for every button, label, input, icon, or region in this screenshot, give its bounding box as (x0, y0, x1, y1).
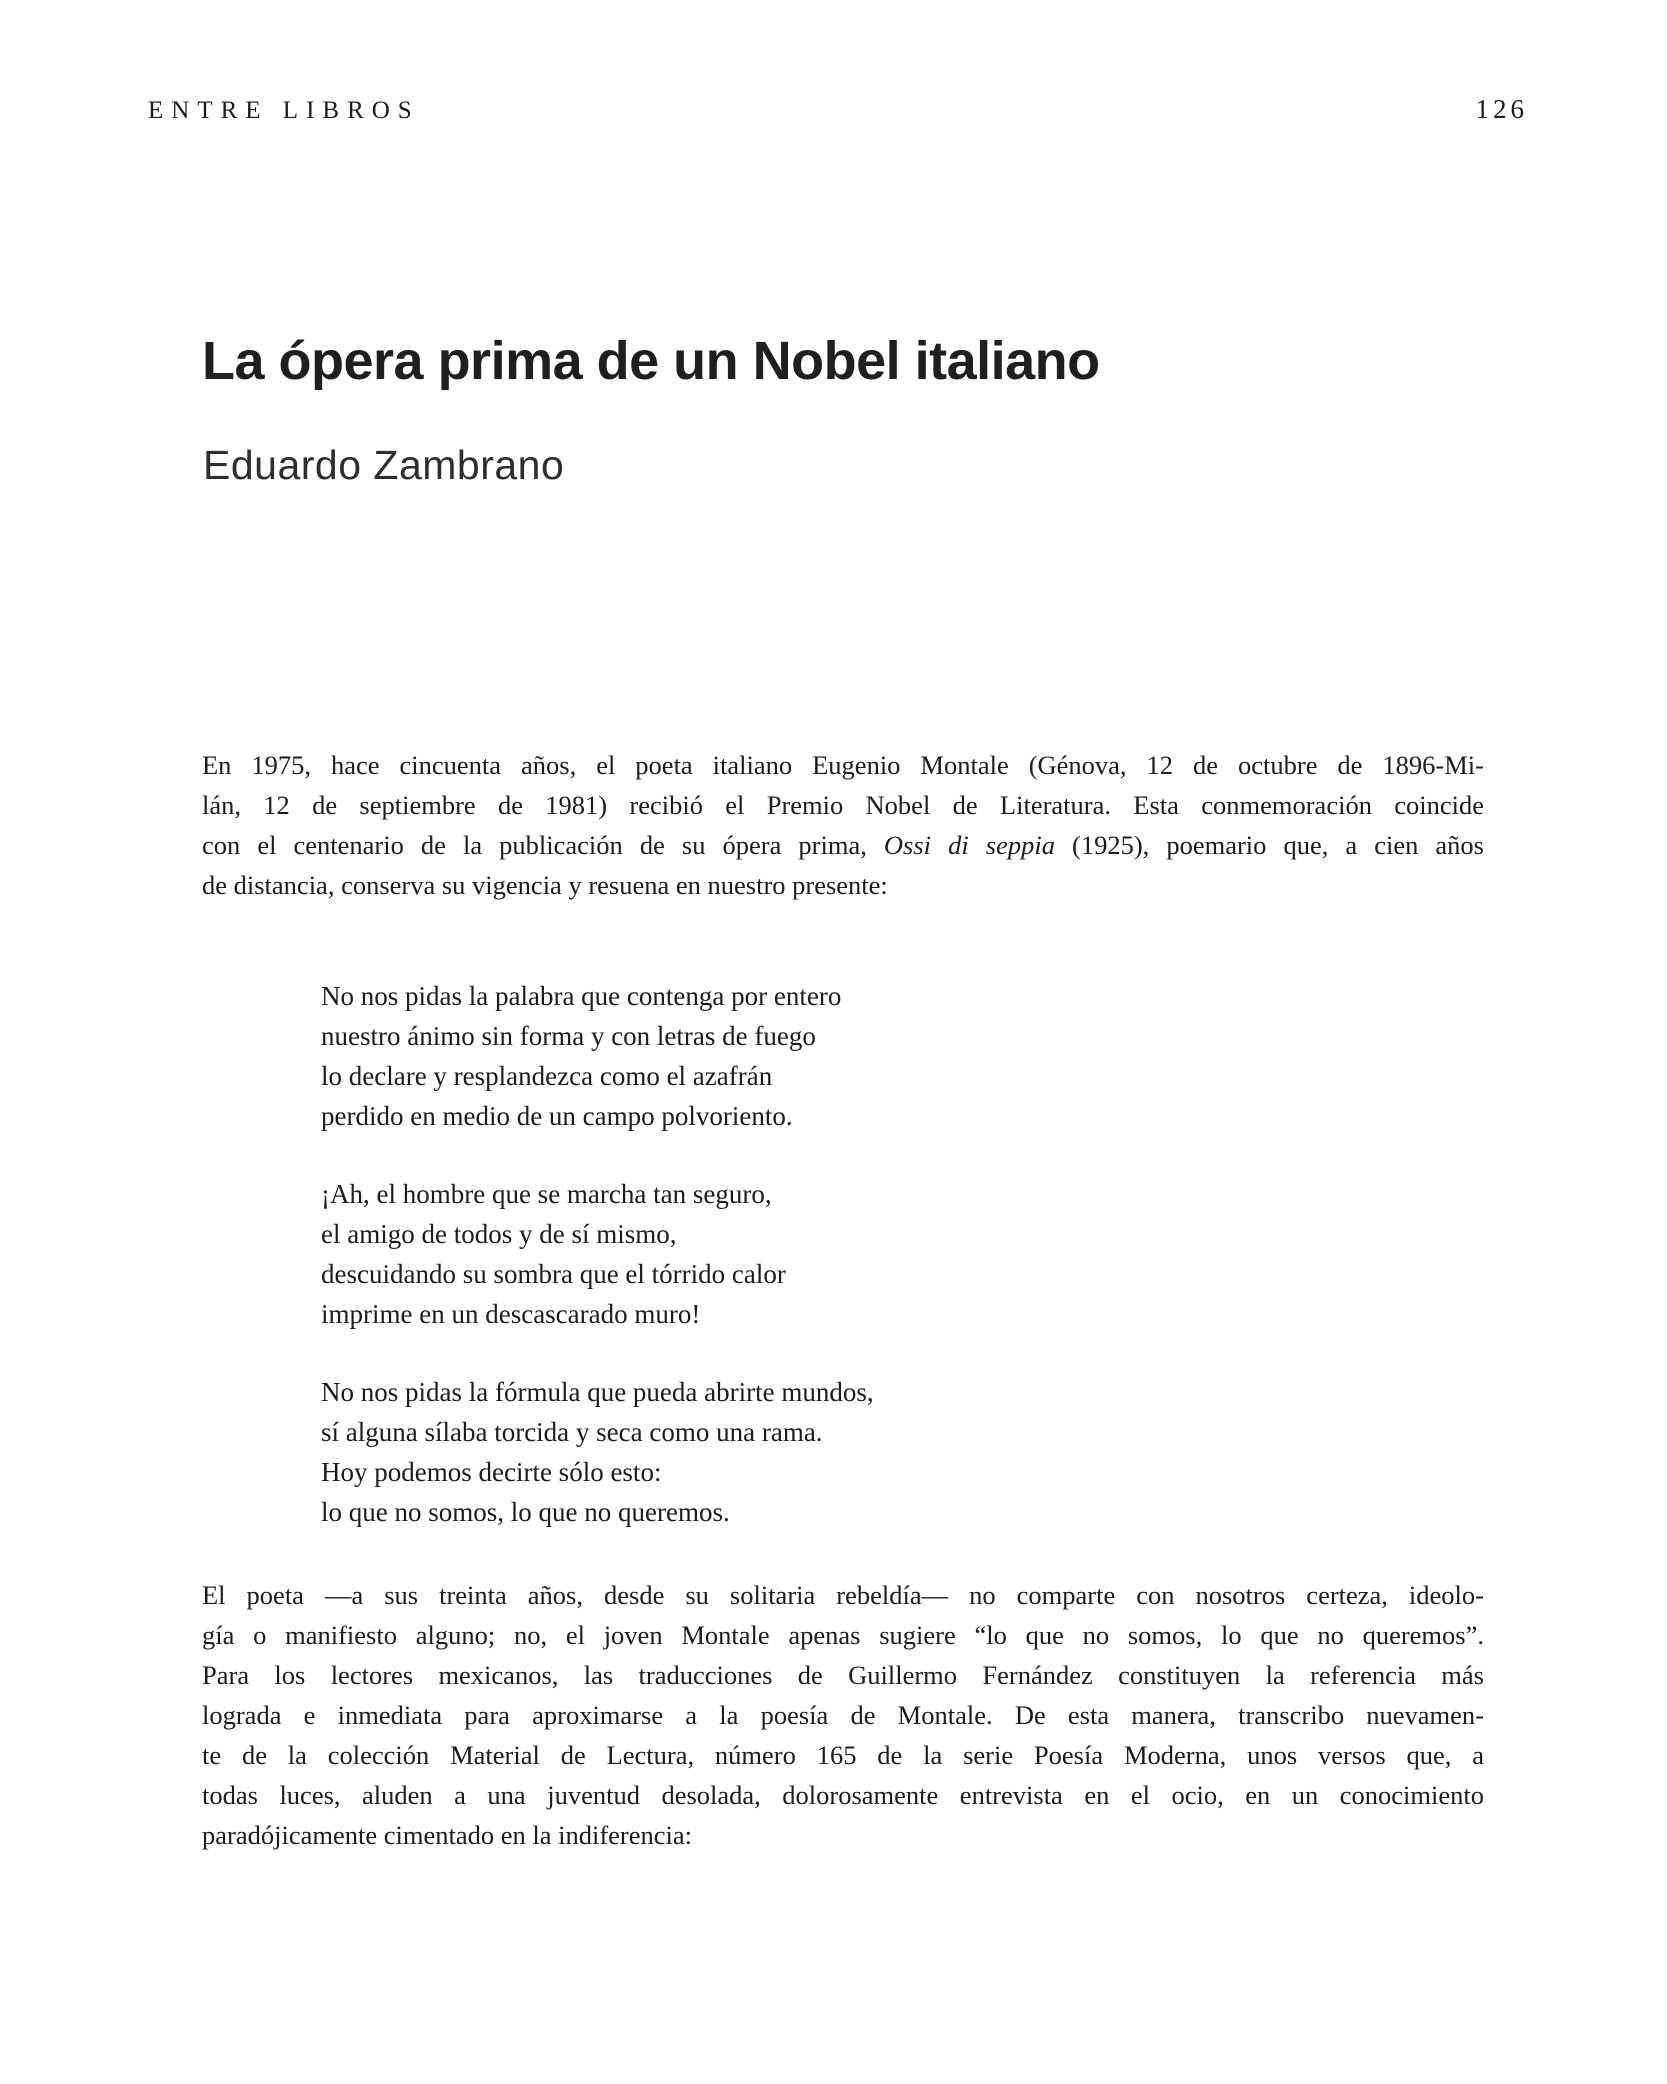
text-line (202, 1775, 1484, 1815)
poem-line: Hoy podemos decirte sólo esto: (321, 1457, 662, 1487)
text-segment: (1925), poemario que, a cien años (1054, 830, 1484, 860)
text-line (202, 825, 1484, 865)
poem-quote (321, 976, 874, 1570)
text-line (202, 1655, 1484, 1695)
article-title: La ópera prima de un Nobel italiano (202, 331, 1100, 391)
poem-line: el amigo de todos y de sí mismo, (321, 1219, 677, 1249)
poem-stanza (321, 976, 874, 1136)
page-number: 126 (1475, 94, 1528, 124)
closing-paragraph (202, 1575, 1484, 1855)
poem-line: lo que no somos, lo que no queremos. (321, 1497, 730, 1527)
italic-book-title: Ossi di seppia (883, 830, 1055, 860)
text-line (202, 1815, 1484, 1855)
text-line (202, 1695, 1484, 1735)
text-segment: de distancia, conserva su vigencia y resuena en nuestro presente: (202, 870, 888, 900)
running-head (148, 94, 1528, 125)
text-segment: El poeta —a sus treinta años, desde su solitaria rebeldía— no comparte con nosotros certeza, ideolo- (202, 1580, 1484, 1610)
poem-line: No nos pidas la palabra que contenga por entero (321, 981, 842, 1011)
intro-paragraph (202, 745, 1484, 905)
poem-line: nuestro ánimo sin forma y con letras de fuego (321, 1021, 816, 1051)
poem-line: descuidando su sombra que el tórrido calor (321, 1259, 786, 1289)
poem-stanza (321, 1174, 874, 1334)
text-line (202, 785, 1484, 825)
poem-line: lo declare y resplandezca como el azafrán (321, 1061, 773, 1091)
poem-stanza (321, 1372, 874, 1532)
text-segment: te de la colección Material de Lectura, número 165 de la serie Poesía Moderna, unos versos que, a (202, 1740, 1484, 1770)
article-author: Eduardo Zambrano (203, 442, 565, 488)
text-line (202, 1735, 1484, 1775)
section-title: ENTRE LIBROS (148, 97, 420, 124)
text-segment: paradójicamente cimentado en la indiferencia: (202, 1820, 693, 1850)
text-segment: con el centenario de la publicación de su ópera prima, (202, 830, 884, 860)
text-segment: gía o manifiesto alguno; no, el joven Montale apenas sugiere “lo que no somos, lo que no queremos”. (202, 1620, 1484, 1650)
text-segment: Para los lectores mexicanos, las traducciones de Guillermo Fernández constituyen la referencia más (202, 1660, 1484, 1690)
poem-line: imprime en un descascarado muro! (321, 1299, 701, 1329)
text-segment: lán, 12 de septiembre de 1981) recibió el Premio Nobel de Literatura. Esta conmemoración coincide (202, 790, 1484, 820)
text-segment: lograda e inmediata para aproximarse a la poesía de Montale. De esta manera, transcribo nuevamen- (202, 1700, 1484, 1730)
text-line (202, 1615, 1484, 1655)
text-line (202, 865, 1484, 905)
poem-line: sí alguna sílaba torcida y seca como una rama. (321, 1417, 823, 1447)
text-segment: todas luces, aluden a una juventud desolada, dolorosamente entrevista en el ocio, en un conocimiento (202, 1780, 1484, 1810)
poem-line: perdido en medio de un campo polvoriento. (321, 1101, 793, 1131)
text-segment: En 1975, hace cincuenta años, el poeta italiano Eugenio Montale (Génova, 12 de octubre de 1896-Mi- (202, 750, 1484, 780)
poem-line: No nos pidas la fórmula que pueda abrirte mundos, (321, 1377, 874, 1407)
poem-line: ¡Ah, el hombre que se marcha tan seguro, (321, 1179, 772, 1209)
text-line (202, 1575, 1484, 1615)
text-line (202, 745, 1484, 785)
